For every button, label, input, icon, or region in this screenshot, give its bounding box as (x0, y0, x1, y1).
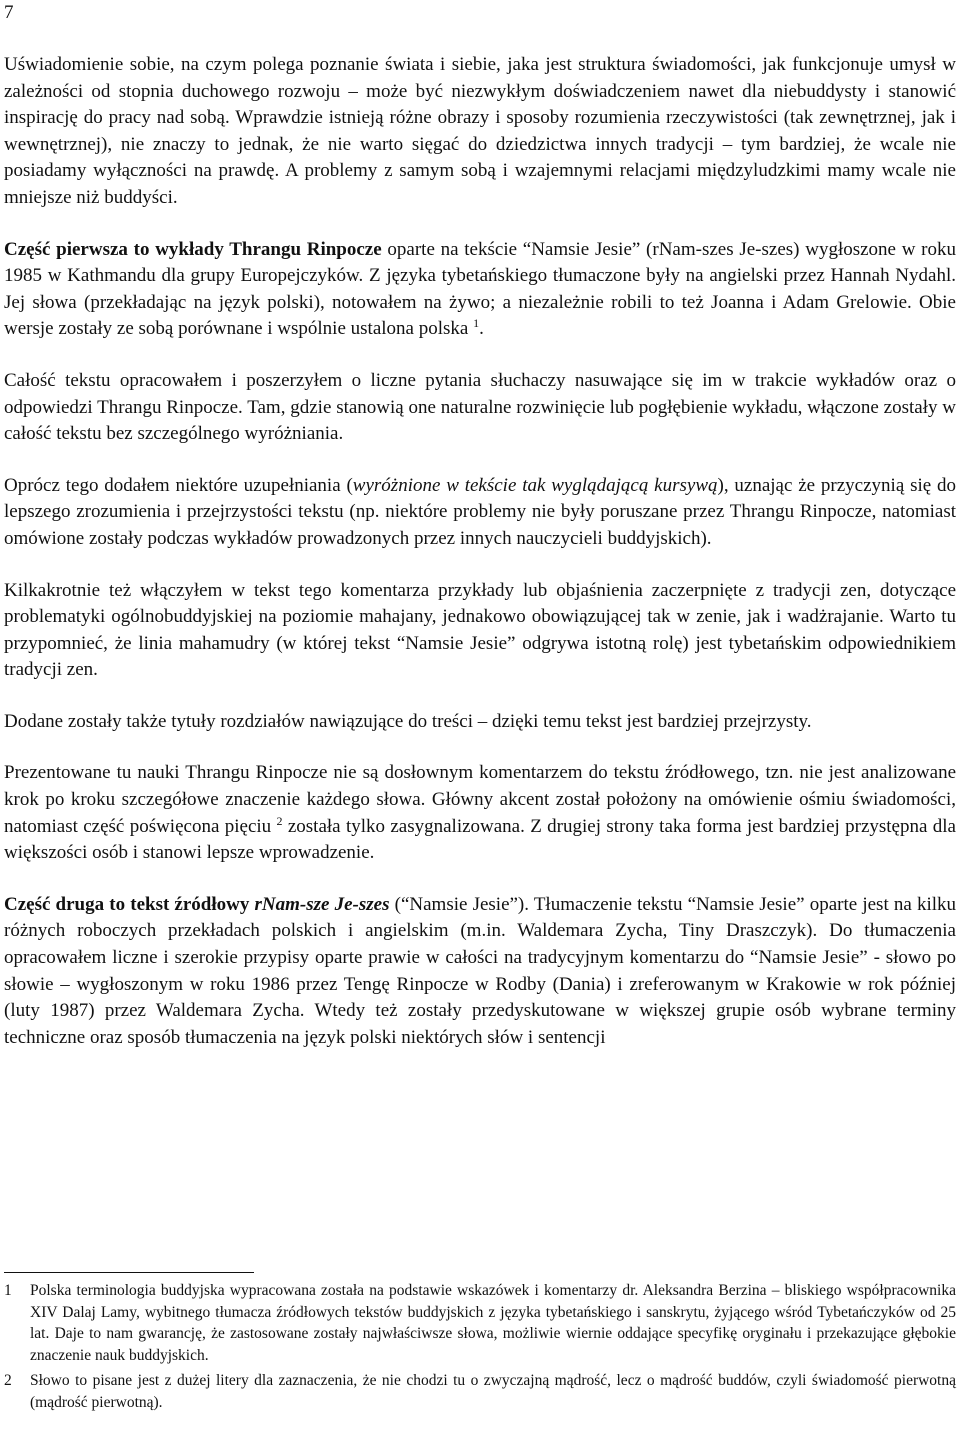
teachings-text: Prezentowane tu nauki Thrangu Rinpocze nie są dosłownym komentarzem do tekstu źródłowego, tzn. nie jest analizowane krok po kroku szczegółowe znaczenie każdego słowa. Główny akcent został położony na omówienie ośmiu świadomości, natomiast część poświęcona pięciu (4, 762, 956, 837)
teachings-end: została tylko zasygnalizowana. Z drugiej strony taka forma jest bardziej przystępna dla większości osób i stanowi lepsze wprowadzenie. (4, 815, 956, 864)
paragraph-zen: Kilkakrotnie też włączyłem w tekst tego komentarza przykłady lub objaśnienia zaczerpnięte z tradycji zen, dotyczące problematyki ogólnobuddyjskiej na poziomie mahajany, jednakowo obowiązującej tak w zenie, jak i wadżrajanie. Warto tu przypomnieć, że linia mahamudry (w której tekst “Namsie Jesie” odgrywa istotną rolę) jest tybetańskim odpowiednikiem tradycji zen. (4, 579, 956, 681)
part-two-heading: Część druga to tekst źródłowy (4, 893, 255, 915)
paragraph-teachings (4, 760, 956, 866)
footnote-ref-1[interactable]: 1 (473, 316, 480, 331)
additions-text-after: ), uznając że przyczynią się do lepszego zrozumienia i przejrzystości tekstu (np. niektóre problemy nie były poruszane przez Thrangu Rinpocze, natomiast omówione zostały podczas wykładów prowadzonych przez innych nauczycieli buddyjskich). (4, 474, 956, 549)
footnote-2 (4, 1370, 956, 1413)
part-one-end: . (479, 318, 484, 340)
footnote-number: 1 (4, 1282, 12, 1299)
document-body (4, 52, 956, 1073)
part-one-text: oparte na tekście “Namsie Jesie” (rNam-szes Je-szes) wygłoszone w roku 1985 w Kathmandu dla grupy Europejczyków. Z języka tybetańskiego tłumaczone były na angielski przez Hannah Nydahl. Jej słowa (przekładając na język polski), notowałem na żywo; a niezależnie robili to też Joanna i Adam Grelowie. Obie wersje zostały ze sobą porównane i wspólnie ustalona polska (4, 238, 956, 340)
paragraph-chapter-titles: Dodane zostały także tytuły rozdziałów nawiązujące do treści – dzięki temu tekst jest bardziej przejrzysty. (4, 710, 812, 732)
paragraph-part-one (4, 237, 956, 343)
part-two-title: rNam-sze Je-szes (254, 893, 390, 915)
additions-text-before: Oprócz tego dodałem niektóre uzupełniania ( (4, 474, 353, 496)
footnote-separator (4, 1272, 254, 1273)
footnote-text: Słowo to pisane jest z dużej litery dla zaznaczenia, że nie chodzi tu o zwyczajną mądrość, lecz o mądrość buddów, czyli świadomość pierwotną (mądrość pierwotną). (30, 1372, 956, 1411)
footnote-text: Polska terminologia buddyjska wypracowana została na podstawie wskazówek i komentarzy dr. Aleksandra Berzina – bliskiego współpracownika XIV Dalaj Lamy, wybitnego tłumacza źródłowych tekstów buddyjskich z języka tybetańskiego i sanskrytu, żyjącego wśród Tybetańczyków od 25 lat. Daje to nam gwarancję, że zastosowane zostały najwłaściwsze słowa, możliwie wiernie oddające specyfikę oryginału i przekazujące głębokie znaczenie nauk buddyjskich. (30, 1282, 956, 1364)
footnote-1 (4, 1280, 956, 1366)
footnotes (4, 1280, 956, 1418)
paragraph-questions: Całość tekstu opracowałem i poszerzyłem o liczne pytania słuchaczy nasuwające się im w trakcie wykładów oraz o odpowiedzi Thrangu Rinpocze. Tam, gdzie stanowią one naturalne rozwinięcie lub pogłębienie wykładu, włączone zostały w całość tekstu bez szczególnego wyróżniania. (4, 369, 956, 445)
footnote-ref-2[interactable]: 2 (276, 813, 283, 828)
footnote-number: 2 (4, 1372, 12, 1390)
page-number: 7 (4, 2, 14, 23)
paragraph-additions (4, 473, 956, 553)
part-one-heading: Część pierwsza to wykłady Thrangu Rinpocze (4, 238, 382, 260)
part-two-text: (“Namsie Jesie”). Tłumaczenie tekstu “Namsie Jesie” oparte jest na kilku różnych roboczych przekładach polskich i angielskim (m.in. Waldemara Zycha, Tiny Draszczyk). Do tłumaczenia opracowałem liczne i szerokie przypisy oparte prawie w całości na tradycyjnym komentarzu do “Namsie Jesie” - słowo po słowie – wygłoszonym w roku 1986 przez Tengę Rinpocze w Rodby (Dania) i zreferowanym w Krakowie w rok później (luty 1987) przez Waldemara Zycha. Wtedy też zostały przedyskutowane w większej grupie osób wybrane terminy techniczne oraz sposób tłumaczenia na język polski niektórych słów i sentencji (4, 893, 956, 1048)
paragraph-introduction: Uświadomienie sobie, na czym polega poznanie świata i siebie, jaka jest struktura świadomości, jak funkcjonuje umysł w zależności od stopnia duchowego rozwoju – może być niezwykłym doświadczeniem nawet dla niebuddysty i stanowić inspirację do pracy nad sobą. Wprawdzie istnieją różne obrazy i sposoby rozumienia rzeczywistości (tak zewnętrznej, jak i wewnętrznej), nie znaczy to jednak, że nie warto sięgać do dziedzictwa innych tradycji – tym bardziej, że wcale nie posiadamy wyłączności na prawdę. A problemy z samym sobą i wzajemnymi relacjami międzyludzkimi mamy wcale nie mniejsze niż buddyści. (4, 54, 956, 208)
additions-italic-note: wyróżnione w tekście tak wyglądającą kursywą (352, 474, 718, 496)
paragraph-part-two (4, 892, 956, 1052)
